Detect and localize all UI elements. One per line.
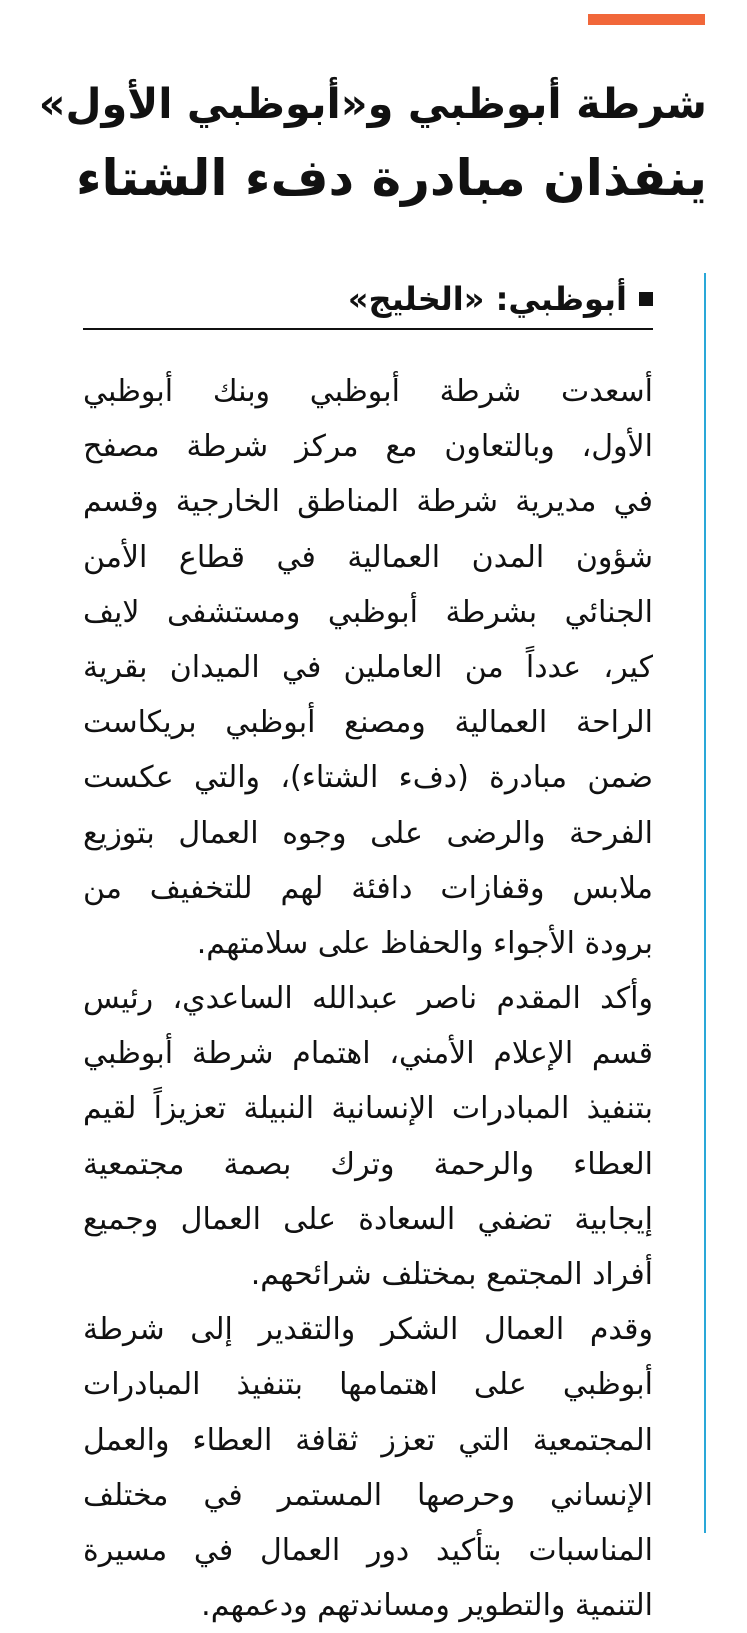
dateline [83,270,653,330]
body-line: العطاء والرحمة وترك بصمة مجتمعية [83,1146,653,1182]
body-line: التنمية والتطوير ومساندتهم ودعمهم. [201,1588,653,1624]
headline-line-2: ينفذان مبادرة دفء الشتاء [75,149,707,207]
body-line: أبوظبي على اهتمامها بتنفيذ المبادرات [83,1367,653,1403]
body-line: كير، عدداً من العاملين في الميدان بقرية [83,649,653,685]
body-line: الأول، وبالتعاون مع مركز شرطة مصفح [83,429,653,465]
body-line: في مديرية شرطة المناطق الخارجية وقسم [83,484,653,520]
body-line: الفرحة والرضى على وجوه العمال بتوزيع [83,815,653,851]
square-bullet-icon [639,292,653,306]
body-line: ملابس وقفازات دافئة لهم للتخفيف من [83,870,653,906]
article-body [83,364,653,1633]
article-headline [37,66,707,216]
article-side-rule [704,273,706,1533]
body-line: المجتمعية التي تعزز ثقافة العطاء والعمل [83,1422,653,1458]
body-line: برودة الأجواء والحفاظ على سلامتهم. [196,925,653,961]
body-line: وأكد المقدم ناصر عبدالله الساعدي، رئيس [83,981,653,1017]
body-line: أفراد المجتمع بمختلف شرائحهم. [250,1257,653,1292]
body-line: وقدم العمال الشكر والتقدير إلى شرطة [83,1312,653,1348]
body-line: أسعدت شرطة أبوظبي وبنك أبوظبي [83,374,653,409]
dateline-text: أبوظبي: «الخليج» [347,280,627,318]
headline-line-1: شرطة أبوظبي و«أبوظبي الأول» [38,79,707,128]
body-line: المناسبات بتأكيد دور العمال في مسيرة [83,1532,653,1568]
body-line: ضمن مبادرة (دفء الشتاء)، والتي عكست [83,760,653,796]
body-line: بتنفيذ المبادرات الإنسانية النبيلة تعزيزاً لقيم [83,1091,653,1127]
body-line: الراحة العمالية ومصنع أبوظبي بريكاست [83,705,653,741]
body-line: الجنائي بشرطة أبوظبي ومستشفى لايف [83,594,653,630]
body-line: قسم الإعلام الأمني، اهتمام شرطة أبوظبي [83,1036,653,1072]
section-accent-bar [588,14,705,25]
body-line: شؤون المدن العمالية في قطاع الأمن [83,539,653,575]
body-line: الإنساني وحرصها المستمر في مختلف [83,1477,653,1513]
body-line: إيجابية تضفي السعادة على العمال وجميع [83,1201,653,1237]
